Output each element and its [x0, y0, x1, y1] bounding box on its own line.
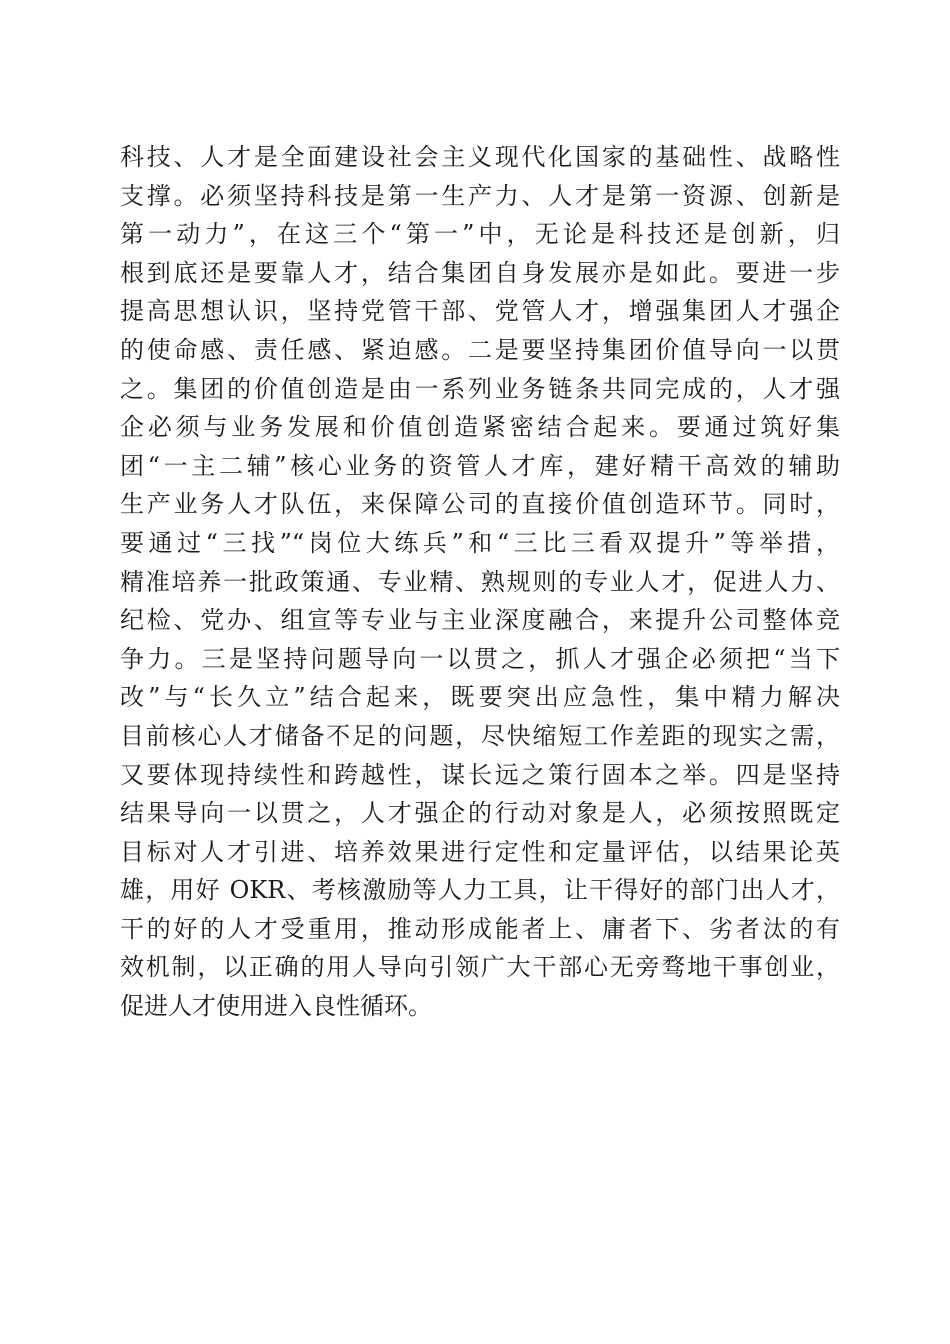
- text-line-14: 争力。三是坚持问题导向一以贯之，抓人才强企必须把“当下: [120, 644, 840, 673]
- text-line-18: 结果导向一以贯之，人才强企的行动对象是人，必须按照既定: [120, 799, 840, 828]
- text-line-2: 支撑。必须坚持科技是第一生产力、人才是第一资源、创新是: [120, 181, 840, 210]
- text-line-9: 团“一主二辅”核心业务的资管人才库，建好精干高效的辅助: [120, 451, 840, 480]
- text-line-5: 提高思想认识，坚持党管干部、党管人才，增强集团人才强企: [120, 297, 840, 326]
- text-line-6: 的使命感、责任感、紧迫感。二是要坚持集团价值导向一以贯: [120, 335, 840, 364]
- text-line-19: 目标对人才引进、培养效果进行定性和定量评估，以结果论英: [120, 837, 840, 866]
- text-line-22: 效机制，以正确的用人导向引领广大干部心无旁骛地干事创业，: [120, 953, 840, 982]
- text-line-15: 改”与“长久立”结合起来，既要突出应急性，集中精力解决: [120, 683, 840, 712]
- text-line-3: 第一动力”，在这三个“第一”中，无论是科技还是创新，归: [120, 220, 840, 249]
- text-line-7: 之。集团的价值创造是由一系列业务链条共同完成的，人才强: [120, 374, 840, 403]
- text-line-8: 企必须与业务发展和价值创造紧密结合起来。要通过筑好集: [120, 413, 840, 442]
- text-line-10: 生产业务人才队伍，来保障公司的直接价值创造环节。同时，: [120, 490, 840, 519]
- text-line-23: 促进人才使用进入良性循环。: [120, 992, 432, 1021]
- text-line-1: 科技、人才是全面建设社会主义现代化国家的基础性、战略性: [120, 143, 840, 171]
- text-line-16: 目前核心人才储备不足的问题，尽快缩短工作差距的现实之需，: [120, 721, 840, 750]
- text-line-12: 精准培养一批政策通、专业精、熟规则的专业人才，促进人力、: [120, 567, 840, 596]
- body-paragraph: [120, 138, 840, 1026]
- text-line-4: 根到底还是要靠人才，结合集团自身发展亦是如此。要进一步: [120, 258, 840, 287]
- text-line-17: 又要体现持续性和跨越性，谋长远之策行固本之举。四是坚持: [120, 760, 840, 789]
- text-line-13: 纪检、党办、组宣等专业与主业深度融合，来提升公司整体竞: [120, 606, 840, 635]
- text-line-21: 干的好的人才受重用，推动形成能者上、庸者下、劣者汰的有: [120, 914, 840, 943]
- text-line-11: 要通过“三找”“岗位大练兵”和“三比三看双提升”等举措，: [120, 528, 840, 557]
- text-line-20: 雄，用好 OKR、考核激励等人力工具，让干得好的部门出人才，: [120, 876, 840, 905]
